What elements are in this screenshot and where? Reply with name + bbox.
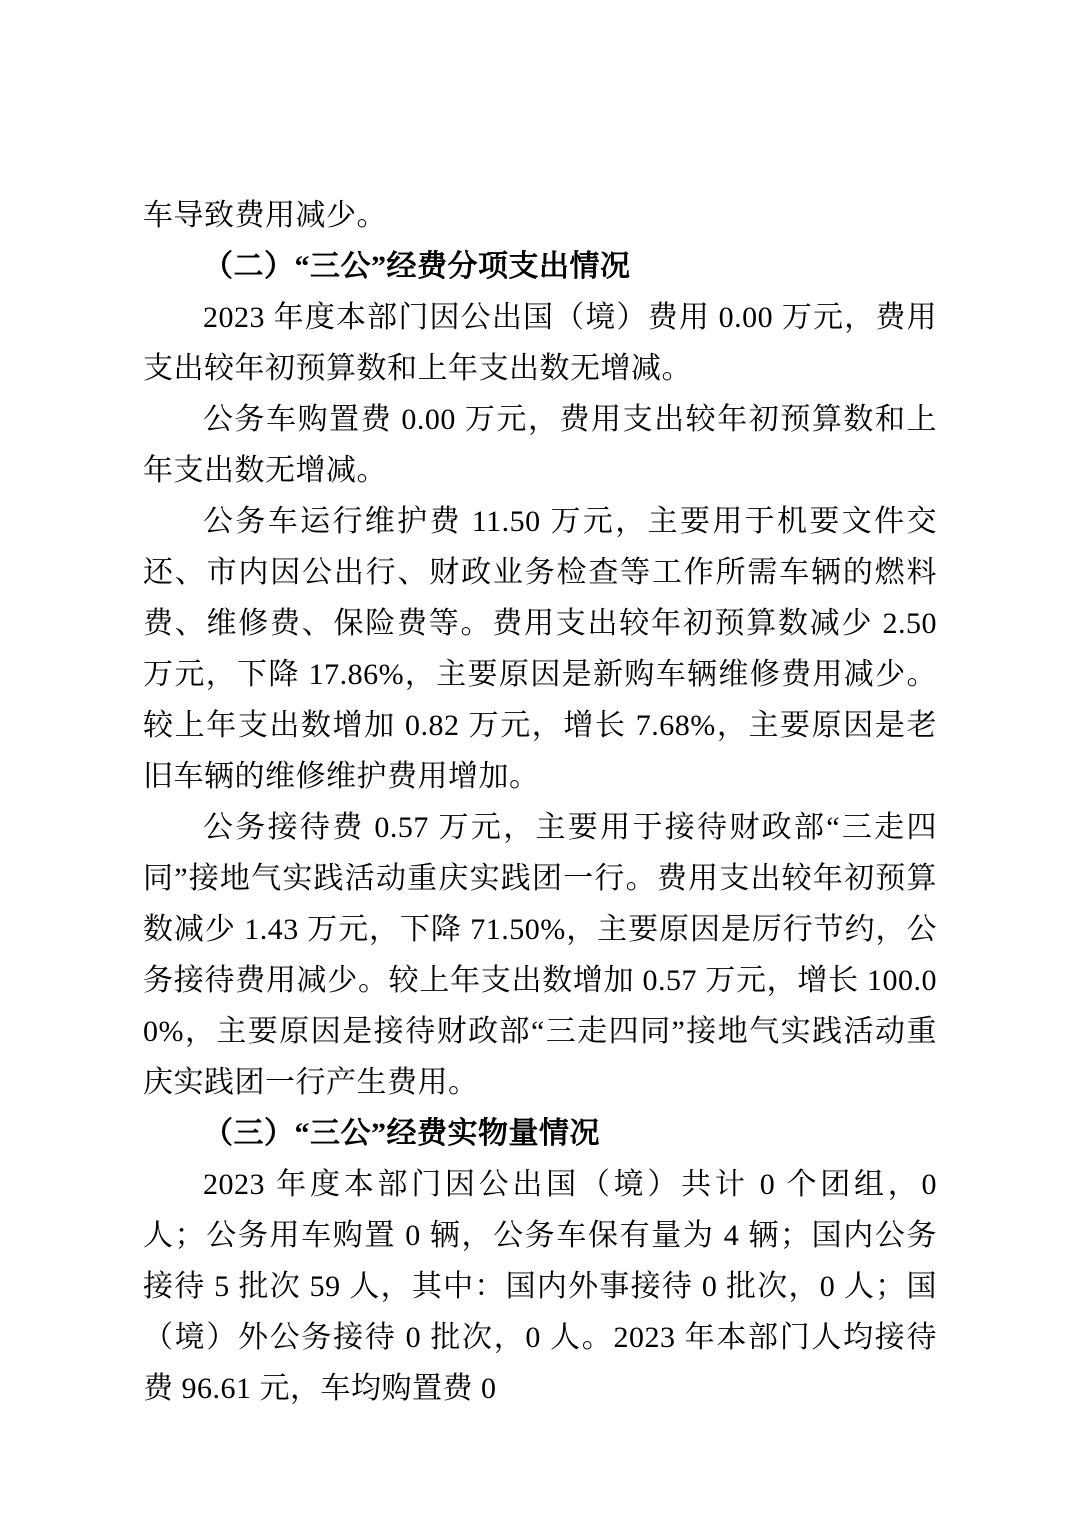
continuation-paragraph: 车导致费用减少。 <box>143 199 387 232</box>
body-paragraph: 公务车运行维护费 11.50 万元，主要用于机要文件交还、市内因公出行、财政业务检查等工作所需车辆的燃料费、维修费、保险费等。费用支出较年初预算数减少 2.50 万元，下降 17.86%，主要原因是新购车辆维修费用减少。较上年支出数增加 0.82 万元，增长 7.68%，主要原因是老旧车辆的维修维护费用增加。 <box>143 505 937 793</box>
body-paragraph: 2023 年度本部门因公出国（境）共计 0 个团组，0 人；公务用车购置 0 辆，公务车保有量为 4 辆；国内公务接待 5 批次 59 人，其中：国内外事接待 0 批次，0 人；国（境）外公务接待 0 批次，0 人。2023 年本部门人均接待费 96.61 元，车均购置费 0 <box>143 1168 937 1405</box>
body-paragraph: 公务接待费 0.57 万元，主要用于接待财政部“三走四同”接地气实践活动重庆实践团一行。费用支出较年初预算数减少 1.43 万元，下降 71.50%，主要原因是厉行节约，公务接待费用减少。较上年支出数增加 0.57 万元，增长 100.00%，主要原因是接待财政部“三走四同”接地气实践活动重庆实践团一行产生费用。 <box>143 811 937 1099</box>
section-heading: （三）“三公”经费实物量情况 <box>203 1117 600 1150</box>
body-paragraph: 公务车购置费 0.00 万元，费用支出较年初预算数和上年支出数无增减。 <box>143 403 937 487</box>
document-content <box>143 190 937 1414</box>
body-paragraph: 2023 年度本部门因公出国（境）费用 0.00 万元，费用支出较年初预算数和上年支出数无增减。 <box>143 301 937 385</box>
section-heading: （二）“三公”经费分项支出情况 <box>203 250 631 283</box>
